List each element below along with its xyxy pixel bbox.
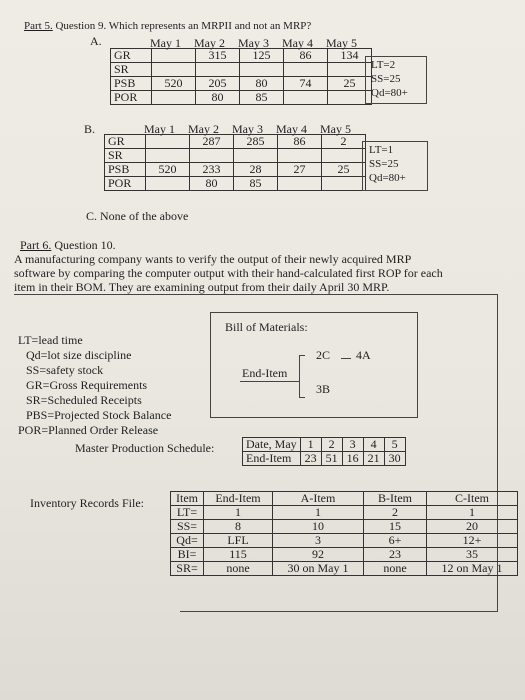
part6-title-line bbox=[20, 238, 116, 252]
inventory-row bbox=[171, 562, 518, 576]
bom-component-a: 4A bbox=[356, 348, 371, 362]
mrp-cell bbox=[234, 149, 278, 163]
part5-heading: Part 5. bbox=[24, 20, 53, 32]
mrp-cell: 25 bbox=[322, 163, 366, 177]
option-c-text: C. None of the above bbox=[86, 209, 189, 223]
bom-tree-connector bbox=[299, 355, 300, 397]
mrp-cell: 85 bbox=[240, 91, 284, 105]
mrp-date-label: May 1 bbox=[150, 36, 181, 50]
inventory-cell: 8 bbox=[204, 520, 273, 534]
mrp-row bbox=[111, 63, 372, 77]
legend-item: GR=Gross Requirements bbox=[26, 378, 148, 392]
legend-item: LT=lead time bbox=[18, 333, 83, 347]
mrp-cell bbox=[278, 149, 322, 163]
mrp-cell: 28 bbox=[234, 163, 278, 177]
mrp-cell bbox=[190, 149, 234, 163]
mrp-cell: 85 bbox=[234, 177, 278, 191]
inventory-cell: 92 bbox=[273, 548, 364, 562]
frame-bottom-rule bbox=[180, 611, 498, 612]
mrp-date-label: May 4 bbox=[282, 36, 313, 50]
mrp-date-label: May 2 bbox=[194, 36, 225, 50]
inventory-row bbox=[171, 548, 518, 562]
mrp-row-label: GR bbox=[105, 135, 146, 149]
inventory-cell: 2 bbox=[364, 506, 427, 520]
mrp-date-label: May 3 bbox=[232, 122, 263, 136]
inventory-column-header: End-Item bbox=[204, 492, 273, 506]
inventory-records-table bbox=[170, 491, 518, 576]
mrp-cell: 27 bbox=[278, 163, 322, 177]
mps-row bbox=[243, 452, 406, 466]
bom-branch-c bbox=[299, 355, 305, 356]
inventory-cell: 10 bbox=[273, 520, 364, 534]
mrp-row bbox=[111, 49, 372, 63]
mrp-parameter: SS=25 bbox=[369, 158, 399, 170]
mrp-cell: 25 bbox=[328, 77, 372, 91]
bom-component-c: 2C bbox=[316, 348, 331, 362]
mrp-row bbox=[105, 177, 366, 191]
inventory-label: Inventory Records File: bbox=[30, 496, 144, 510]
option-b-mrp-table bbox=[104, 134, 366, 191]
inventory-cell: 12+ bbox=[427, 534, 518, 548]
mps-value-cell: 16 bbox=[342, 452, 363, 466]
mrp-cell bbox=[146, 149, 190, 163]
inventory-cell: none bbox=[204, 562, 273, 576]
mrp-row bbox=[105, 163, 366, 177]
mrp-parameter: SS=25 bbox=[371, 73, 401, 85]
mrp-cell bbox=[240, 63, 284, 77]
mrp-cell bbox=[284, 91, 328, 105]
mrp-row-label: PSB bbox=[105, 163, 146, 177]
paragraph-line: software by comparing the computer output with their hand-calculated first ROP for each bbox=[14, 266, 443, 280]
bom-end-item-underline bbox=[240, 381, 300, 382]
mrp-cell: 2 bbox=[322, 135, 366, 149]
mrp-row bbox=[105, 149, 366, 163]
part6-paragraph bbox=[14, 252, 443, 294]
bom-branch-b bbox=[299, 397, 305, 398]
mrp-row bbox=[105, 135, 366, 149]
mrp-cell: 80 bbox=[240, 77, 284, 91]
inventory-cell: 3 bbox=[273, 534, 364, 548]
bom-end-item: End-Item bbox=[242, 366, 288, 380]
inventory-cell: 35 bbox=[427, 548, 518, 562]
inventory-cell: 30 on May 1 bbox=[273, 562, 364, 576]
mrp-cell bbox=[152, 63, 196, 77]
mrp-cell: 134 bbox=[328, 49, 372, 63]
mps-row-label: End-Item bbox=[243, 452, 301, 466]
mrp-cell bbox=[146, 177, 190, 191]
mps-value-cell: 23 bbox=[300, 452, 321, 466]
inventory-row bbox=[171, 506, 518, 520]
inventory-cell: LFL bbox=[204, 534, 273, 548]
mrp-cell: 287 bbox=[190, 135, 234, 149]
mrp-row-label: GR bbox=[111, 49, 152, 63]
mps-date-cell: 2 bbox=[321, 438, 342, 452]
legend-item: SR=Scheduled Receipts bbox=[26, 393, 142, 407]
inventory-cell: 15 bbox=[364, 520, 427, 534]
mps-value-cell: 21 bbox=[363, 452, 384, 466]
mrp-row-label: PSB bbox=[111, 77, 152, 91]
mrp-cell bbox=[196, 63, 240, 77]
inventory-row-label: BI= bbox=[171, 548, 204, 562]
inventory-column-header: A-Item bbox=[273, 492, 364, 506]
legend-item: SS=safety stock bbox=[26, 363, 104, 377]
mrp-row-label: POR bbox=[111, 91, 152, 105]
mrp-cell bbox=[322, 177, 366, 191]
inventory-cell: 1 bbox=[273, 506, 364, 520]
mrp-date-label: May 2 bbox=[188, 122, 219, 136]
mrp-parameter: LT=2 bbox=[371, 59, 396, 71]
mrp-cell bbox=[152, 91, 196, 105]
mrp-date-label: May 5 bbox=[320, 122, 351, 136]
bom-title: Bill of Materials: bbox=[225, 320, 308, 334]
mrp-date-label: May 4 bbox=[276, 122, 307, 136]
inventory-column-header: Item bbox=[171, 492, 204, 506]
mrp-parameter: Qd=80+ bbox=[371, 87, 408, 99]
paragraph-line: A manufacturing company wants to verify the output of their newly acquired MRP bbox=[14, 252, 412, 266]
mps-header-label: Date, May bbox=[243, 438, 301, 452]
question9-text: Question 9. Which represents an MRPII and not an MRP? bbox=[55, 20, 312, 32]
mrp-cell bbox=[322, 149, 366, 163]
master-production-schedule-table bbox=[242, 437, 406, 466]
question10-label: Question 10. bbox=[54, 238, 116, 252]
part5-title-line bbox=[24, 20, 311, 33]
legend-item: PBS=Projected Stock Balance bbox=[26, 408, 172, 422]
mrp-parameter: LT=1 bbox=[369, 144, 394, 156]
inventory-row-label: Qd= bbox=[171, 534, 204, 548]
legend-item: POR=Planned Order Release bbox=[18, 423, 159, 437]
part6-heading: Part 6. bbox=[20, 238, 52, 252]
inventory-row-label: SR= bbox=[171, 562, 204, 576]
option-b-label: B. bbox=[84, 122, 96, 136]
mrp-row bbox=[111, 77, 372, 91]
option-a-label: A. bbox=[90, 34, 102, 48]
mrp-cell: 86 bbox=[284, 49, 328, 63]
inventory-cell: none bbox=[364, 562, 427, 576]
inventory-cell: 1 bbox=[427, 506, 518, 520]
inventory-cell: 1 bbox=[204, 506, 273, 520]
mrp-cell: 315 bbox=[196, 49, 240, 63]
mrp-cell bbox=[278, 177, 322, 191]
mrp-row-label: SR bbox=[105, 149, 146, 163]
mps-date-cell: 3 bbox=[342, 438, 363, 452]
inventory-cell: 12 on May 1 bbox=[427, 562, 518, 576]
mrp-date-label: May 5 bbox=[326, 36, 357, 50]
bom-component-b: 3B bbox=[316, 382, 331, 396]
mps-row bbox=[243, 438, 406, 452]
inventory-column-header: B-Item bbox=[364, 492, 427, 506]
inventory-cell: 23 bbox=[364, 548, 427, 562]
mrp-date-label: May 1 bbox=[144, 122, 175, 136]
inventory-cell: 115 bbox=[204, 548, 273, 562]
inventory-row bbox=[171, 534, 518, 548]
inventory-row bbox=[171, 520, 518, 534]
bom-link-c-a bbox=[341, 358, 351, 359]
mrp-cell bbox=[152, 49, 196, 63]
mrp-row-label: POR bbox=[105, 177, 146, 191]
mrp-cell: 80 bbox=[190, 177, 234, 191]
mrp-row-label: SR bbox=[111, 63, 152, 77]
mrp-row bbox=[111, 91, 372, 105]
mrp-cell: 520 bbox=[146, 163, 190, 177]
mrp-cell: 125 bbox=[240, 49, 284, 63]
mrp-parameter: Qd=80+ bbox=[369, 172, 406, 184]
mps-value-cell: 51 bbox=[321, 452, 342, 466]
mrp-cell: 520 bbox=[152, 77, 196, 91]
mrp-cell bbox=[284, 63, 328, 77]
inventory-row-label: SS= bbox=[171, 520, 204, 534]
mrp-cell: 80 bbox=[196, 91, 240, 105]
legend-item: Qd=lot size discipline bbox=[26, 348, 132, 362]
mrp-cell bbox=[146, 135, 190, 149]
mrp-cell: 205 bbox=[196, 77, 240, 91]
inventory-cell: 6+ bbox=[364, 534, 427, 548]
mrp-cell: 285 bbox=[234, 135, 278, 149]
mrp-cell: 74 bbox=[284, 77, 328, 91]
mrp-cell: 86 bbox=[278, 135, 322, 149]
inventory-cell: 20 bbox=[427, 520, 518, 534]
frame-top-rule bbox=[14, 294, 498, 295]
mrp-cell: 233 bbox=[190, 163, 234, 177]
inventory-column-header: C-Item bbox=[427, 492, 518, 506]
mps-label: Master Production Schedule: bbox=[75, 441, 215, 455]
inventory-row-label: LT= bbox=[171, 506, 204, 520]
abbreviation-legend bbox=[18, 333, 171, 438]
mps-value-cell: 30 bbox=[384, 452, 405, 466]
mrp-date-label: May 3 bbox=[238, 36, 269, 50]
mps-date-cell: 5 bbox=[384, 438, 405, 452]
paragraph-line: item in their BOM. They are examining output from their daily April 30 MRP. bbox=[14, 280, 390, 294]
option-a-mrp-table bbox=[110, 48, 372, 105]
mps-date-cell: 4 bbox=[363, 438, 384, 452]
mps-date-cell: 1 bbox=[300, 438, 321, 452]
inventory-header-row bbox=[171, 492, 518, 506]
